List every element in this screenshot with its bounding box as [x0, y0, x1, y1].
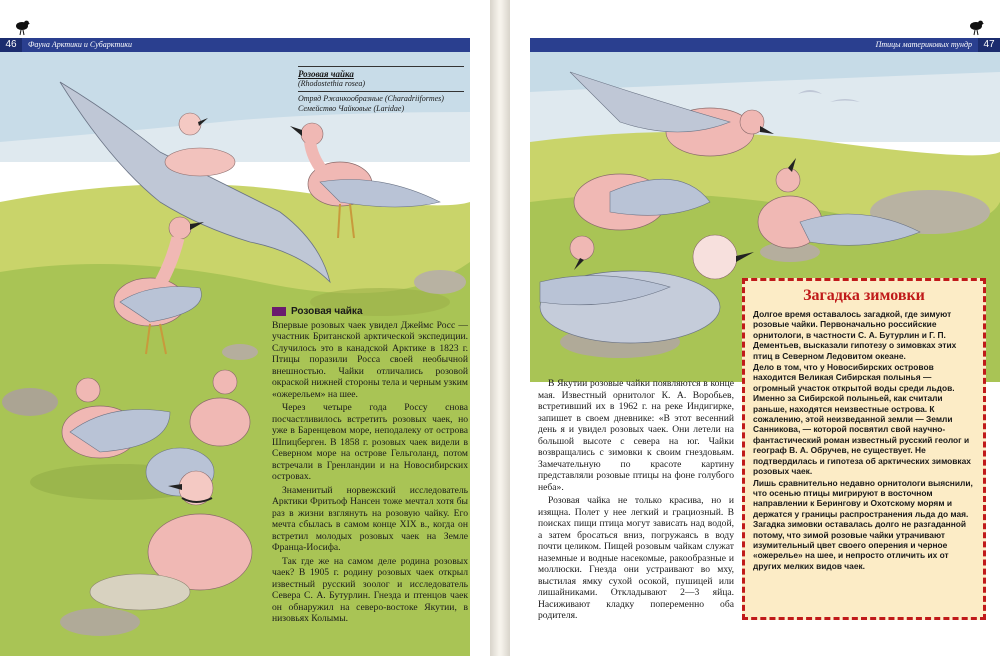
paragraph: Знаменитый норвежский исследователь Арктики Фритьоф Нансен тоже мечтал хотя бы раз в жизни взглянуть на розовую чайку. Его мечта сбылась в самом конце XIX в., когда он встретил молодых розовых чаек на Земле Франца-Иосифа.	[272, 484, 468, 553]
bird-silhouette-icon	[14, 14, 30, 36]
taxonomy-card	[298, 66, 464, 114]
page-number: 47	[978, 38, 1000, 52]
article-heading-text: Розовая чайка	[291, 306, 363, 317]
paragraph: В Якутии розовые чайки появляются в конце мая. Известный орнитолог К. А. Воробьев, встретивший их в 1962 г. на реке Индигирке, запишет в своем дневнике: «В этот весенний день я и увидел розовых чаек. Они летели на большой высоте с севера на юг. Чайки возвращались с зимовки к своим гнездовьям. Замечательную по красоте картину представляли розовые птицы на фоне голубого неба».	[538, 378, 734, 493]
divider	[298, 91, 464, 92]
right-article	[538, 378, 734, 624]
purple-flag-icon	[272, 307, 286, 316]
paragraph: Впервые розовых чаек увидел Джеймс Росс — участник Британской арктической экспедиции. Случилось это в канадской Арктике в 1823 г. Птицы поразили Росса своей необычной внешностью. Чайки отличались розовой окраской нижней стороны тела и черным узким «ожерельем» на шее.	[272, 319, 468, 400]
paragraph: Так где же на самом деле родина розовых чаек? В 1905 г. родину розовых чаек открыл известный русский зоолог и исследователь Севера С. А. Бутурлин. Гнезда и птенцов чаек он обнаружил на северо-востоке Якутии, в низовьях Колымы.	[272, 555, 468, 624]
sidebar-box	[742, 278, 986, 620]
species-latin: (Rhodostethia rosea)	[298, 79, 366, 88]
paragraph: Через четыре года Россу снова посчастливилось встретить розовых чаек, но уже в Баренцевом море, неподалеку от острова Шпицберген. В 1858 г. розовых чаек видели в Северном море на острове Гельголанд, потом встречали в Гренландии и на Новосибирских островах.	[272, 402, 468, 482]
page-header-bar	[0, 38, 470, 52]
left-page	[0, 0, 490, 656]
page-header-bar	[530, 38, 1000, 52]
page-number: 46	[0, 38, 22, 52]
book-gutter	[490, 0, 510, 656]
bird-silhouette-icon	[968, 14, 984, 36]
divider	[298, 66, 464, 67]
article-heading	[272, 306, 468, 318]
right-page	[510, 0, 1000, 656]
sidebar-paragraph: Долгое время оставалось загадкой, где зимуют розовые чайки. Первоначально российские орнитологи, в частности С. А. Бутурлин и Г. П. Дементьев, высказали гипотезу о зимовках этих птиц в Северном Ледовитом океане.	[753, 309, 957, 361]
species-name: Розовая чайка	[298, 69, 354, 79]
running-head: Фауна Арктики и Субарктики	[28, 40, 132, 49]
species-family: Семейство Чайковые (Laridae)	[298, 104, 405, 113]
main-article	[272, 306, 468, 627]
species-order: Отряд Ржанкообразные (Charadriiformes)	[298, 94, 444, 103]
paragraph: Розовая чайка не только красива, но и изящна. Полет у нее легкий и грациозный. В поисках пищи птица могут зависать над водой, а затем бросаться вниз, погружаясь в воду почти целиком. Пищей розовым чайкам служат наземные и водные насекомые, ракообразные и моллюски. Гнезда они устраивают во мху, выстилая ямку сухой осокой, пушицей или лишайниками. Откладывают 2—3 яйца. Насиживают кладку попеременно оба родителя.	[538, 495, 734, 621]
sidebar-paragraph: Дело в том, что у Новосибирских островов находится Великая Сибирская полынья — огромный участок открытой воды среди льдов. Именно за Сибирской полыньей, как считали раньше, находятся неизвестные острова. К сожалению, этой неизведанной земли — Земли Санникова, — которой посвятил свой научно-фантастический роман известный русский геолог и географ В. А. Обручев, не существует. Не подтвердилась и гипотеза об арктических зимовках розовых чаек.	[753, 362, 971, 477]
running-head: Птицы материковых тундр	[875, 40, 972, 49]
sidebar-paragraph: Лишь сравнительно недавно орнитологи выяснили, что осенью птицы мигрируют в восточном направлении к Берингову и Охотскому морям и держатся у границы распространения льда до мая. Загадка зимовки оставалась долго не разгаданной потому, что зимой розовые чайки утрачивают изумительный цвет своего оперения и черное «ожерелье» на шее, и непросто отличить их от других мелких видов чаек.	[753, 477, 973, 571]
sidebar-title: Загадка зимовки	[803, 287, 925, 304]
